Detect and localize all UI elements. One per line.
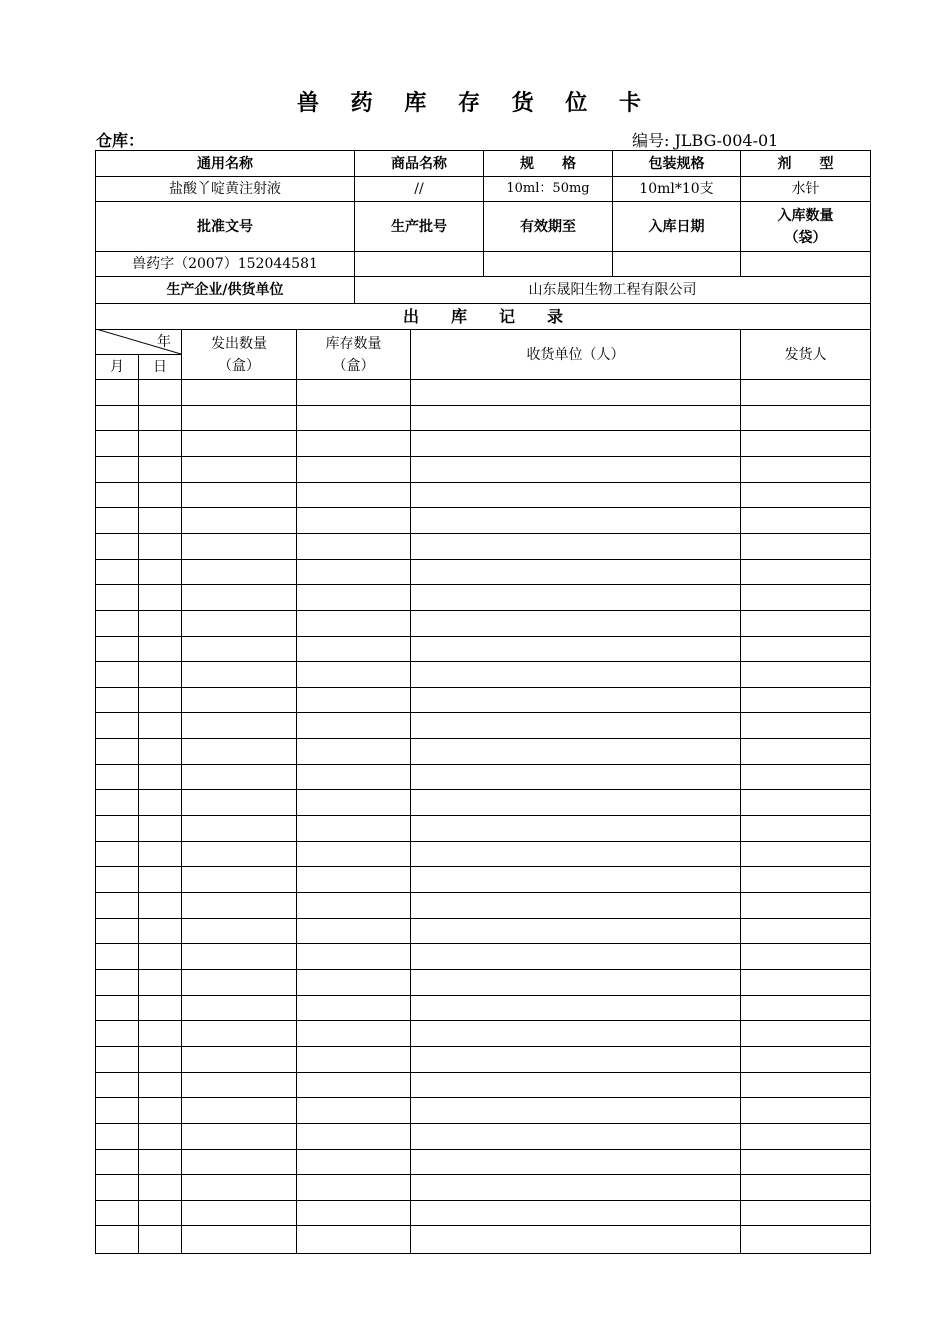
log-row-line bbox=[96, 1174, 870, 1175]
value-in-date[interactable] bbox=[613, 252, 740, 276]
value-generic-name: 盐酸丫啶黄注射液 bbox=[169, 181, 281, 197]
grid-line bbox=[181, 329, 182, 1253]
log-row-line bbox=[96, 1020, 870, 1021]
section-title-outbound-records: 出 库 记 录 bbox=[402, 306, 563, 326]
log-header-stock-qty bbox=[297, 330, 410, 379]
log-row-line bbox=[96, 892, 870, 893]
manufacturer-label: 生产企业/供货单位 bbox=[166, 282, 284, 298]
log-row-line bbox=[96, 1225, 870, 1226]
log-row-line bbox=[96, 841, 870, 842]
log-row-line bbox=[96, 995, 870, 996]
log-row-line bbox=[96, 482, 870, 483]
log-row-line bbox=[96, 636, 870, 637]
value-trade-name: // bbox=[414, 181, 424, 197]
log-row-line bbox=[96, 661, 870, 662]
log-row-line bbox=[96, 456, 870, 457]
log-row-line bbox=[96, 1123, 870, 1124]
header-generic-name: 通用名称 bbox=[197, 155, 253, 172]
header-in-date: 入库日期 bbox=[648, 218, 705, 235]
value-expiry[interactable] bbox=[484, 252, 612, 276]
log-row-line bbox=[96, 405, 870, 406]
log-header-stock-qty-unit: （盒） bbox=[332, 357, 375, 374]
value-package-spec: 10ml*10支 bbox=[639, 181, 714, 197]
grid-line bbox=[410, 329, 411, 1253]
warehouse-input-line[interactable] bbox=[146, 132, 272, 151]
value-approval-no: 兽药字（2007）152044581 bbox=[132, 256, 318, 272]
header-in-qty-unit: （袋） bbox=[784, 229, 827, 246]
value-batch-no[interactable] bbox=[355, 252, 483, 276]
log-row-line bbox=[96, 1097, 870, 1098]
log-row-line bbox=[96, 738, 870, 739]
grid-line bbox=[138, 354, 139, 1253]
grid-line bbox=[296, 329, 297, 1253]
value-spec: 10ml：50mg bbox=[506, 181, 590, 196]
log-row-line bbox=[96, 1200, 870, 1201]
log-header-out-qty-label: 发出数量 bbox=[211, 335, 267, 352]
header-approval-no: 批准文号 bbox=[197, 218, 253, 235]
header-batch-no: 生产批号 bbox=[391, 218, 447, 235]
log-row-line bbox=[96, 430, 870, 431]
log-row-line bbox=[96, 815, 870, 816]
header-trade-name: 商品名称 bbox=[391, 155, 447, 172]
log-row-line bbox=[96, 533, 870, 534]
grid-line bbox=[96, 379, 870, 380]
log-header-year: 年 bbox=[157, 334, 171, 350]
log-row-line bbox=[96, 866, 870, 867]
log-header-out-qty-unit: （盒） bbox=[218, 357, 260, 374]
doc-number: 编号: JLBG-004-01 bbox=[632, 131, 779, 150]
log-header-receiver: 收货单位（人） bbox=[526, 346, 625, 363]
grid-line bbox=[740, 329, 741, 1253]
log-row-line bbox=[96, 969, 870, 970]
header-package-spec: 包装规格 bbox=[648, 155, 705, 172]
warehouse-field bbox=[96, 128, 272, 151]
log-row-line bbox=[96, 764, 870, 765]
log-row-line bbox=[96, 789, 870, 790]
log-row-line bbox=[96, 610, 870, 611]
log-header-stock-qty-label: 库存数量 bbox=[325, 335, 382, 352]
log-header-month: 月 bbox=[110, 359, 124, 375]
log-row-line bbox=[96, 507, 870, 508]
header-spec: 规 格 bbox=[520, 155, 576, 172]
log-row-line bbox=[96, 918, 870, 919]
manufacturer-value: 山东晟阳生物工程有限公司 bbox=[528, 282, 697, 298]
log-row-line bbox=[96, 687, 870, 688]
warehouse-label: 仓库： bbox=[96, 131, 145, 150]
page-title: 兽 药 库 存 货 位 卡 bbox=[297, 91, 653, 116]
log-header-shipper: 发货人 bbox=[784, 346, 827, 363]
header-expiry: 有效期至 bbox=[520, 218, 576, 235]
log-row-line bbox=[96, 943, 870, 944]
log-row-line bbox=[96, 1072, 870, 1073]
header-dosage-form: 剂 型 bbox=[777, 155, 834, 172]
value-dosage-form: 水针 bbox=[791, 181, 820, 197]
log-row-line bbox=[96, 584, 870, 585]
log-row-line bbox=[96, 559, 870, 560]
header-in-qty bbox=[741, 202, 870, 251]
value-in-qty[interactable] bbox=[741, 252, 870, 276]
log-header-out-qty bbox=[182, 330, 296, 379]
header-in-qty-label: 入库数量 bbox=[777, 207, 834, 224]
log-row-line bbox=[96, 712, 870, 713]
log-row-line bbox=[96, 1149, 870, 1150]
log-row-line bbox=[96, 1046, 870, 1047]
log-header-day: 日 bbox=[153, 359, 167, 375]
